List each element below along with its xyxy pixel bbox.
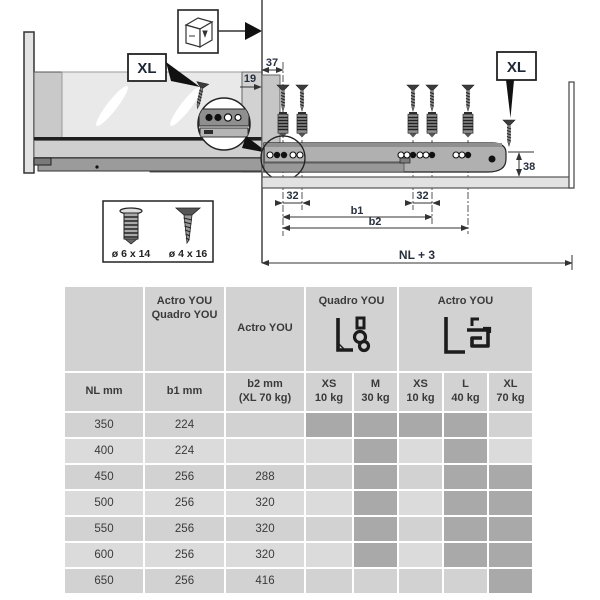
col-header-b1 [145, 373, 224, 411]
cell-b2 [226, 439, 304, 463]
header-combo [145, 287, 224, 371]
arrow-right-icon [245, 22, 262, 40]
cell-nl: 350 [65, 413, 143, 437]
cell-b2 [226, 413, 304, 437]
dim-32-left: 32 [286, 190, 299, 202]
dim-38: 38 [523, 161, 536, 173]
availability-cell [354, 543, 397, 567]
euro-screw-label: ø 6 x 14 [111, 248, 151, 260]
euro-screw-icon [408, 112, 418, 138]
cell-b1: 256 [145, 491, 224, 515]
col-label: XS [321, 378, 337, 391]
availability-cell [399, 517, 442, 541]
availability-cell [354, 439, 397, 463]
xl-callout-right [497, 52, 536, 146]
availability-cell [306, 491, 352, 515]
screw-legend [103, 201, 213, 262]
euro-screw-icon [278, 112, 288, 138]
cabinet-runner [261, 136, 506, 180]
screw-icon [503, 120, 515, 146]
availability-cell [444, 543, 487, 567]
cell-nl: 500 [65, 491, 143, 515]
cell-b2: 416 [226, 569, 304, 593]
col-header-l [444, 373, 487, 411]
availability-cell [489, 413, 532, 437]
availability-cell [306, 569, 352, 593]
drawer-runner [38, 158, 268, 171]
cabinet-back-panel [569, 82, 574, 188]
dimension-table [65, 287, 532, 593]
availability-cell [444, 569, 487, 593]
availability-cell [306, 517, 352, 541]
availability-cell [306, 413, 352, 437]
cell-nl: 550 [65, 517, 143, 541]
availability-cell [444, 465, 487, 489]
availability-cell [444, 491, 487, 515]
availability-cell [489, 439, 532, 463]
col-header-b2 [226, 373, 304, 411]
availability-cell [399, 543, 442, 567]
availability-cell [489, 517, 532, 541]
availability-cell [399, 465, 442, 489]
availability-cell [489, 465, 532, 489]
header-actro [226, 287, 304, 371]
cabinet-pictogram [178, 10, 262, 53]
screw-icon [462, 85, 474, 111]
dim-b1: b1 [350, 205, 364, 217]
col-header-m [354, 373, 397, 411]
cell-nl: 650 [65, 569, 143, 593]
cell-b1: 224 [145, 413, 224, 437]
col-label: M [370, 378, 381, 391]
availability-cell [354, 491, 397, 515]
cell-b1: 256 [145, 517, 224, 541]
mounting-screws [277, 85, 474, 138]
col-label: XL [503, 378, 518, 391]
cell-b2: 320 [226, 491, 304, 515]
header-quadro-you [306, 287, 397, 371]
availability-cell [354, 517, 397, 541]
col-header-xl [489, 373, 532, 411]
availability-cell [306, 439, 352, 463]
col-label: b1 mm [166, 385, 203, 398]
col-label: b2 mm [247, 378, 283, 391]
col-sublabel: 40 kg [451, 392, 480, 404]
quadro-you-profile-icon [329, 313, 375, 364]
availability-cell [354, 465, 397, 489]
col-sublabel: 70 kg [496, 392, 525, 404]
header-actro-you [399, 287, 532, 371]
cell-nl: 600 [65, 543, 143, 567]
cell-b1: 256 [145, 465, 224, 489]
dim-32-right: 32 [416, 190, 429, 202]
installation-diagram [0, 0, 600, 285]
cell-b2: 320 [226, 543, 304, 567]
callout-pointer [506, 80, 514, 118]
col-sublabel: 30 kg [361, 392, 390, 404]
header-actro-label: Actro YOU [237, 322, 293, 335]
euro-screw-icon [427, 112, 437, 138]
availability-cell [306, 465, 352, 489]
cell-b1: 256 [145, 543, 224, 567]
cabinet-bottom-panel [262, 177, 572, 188]
availability-cell [444, 413, 487, 437]
availability-cell [489, 491, 532, 515]
availability-cell [444, 439, 487, 463]
dim-19: 19 [243, 73, 257, 85]
dim-nl: NL + 3 [398, 248, 436, 262]
screw-icon [426, 85, 438, 111]
availability-cell [354, 569, 397, 593]
col-header-xs-actro [399, 373, 442, 411]
availability-cell [354, 413, 397, 437]
xl-label-left: XL [137, 60, 157, 77]
availability-cell [306, 543, 352, 567]
dim-b2: b2 [368, 216, 382, 228]
availability-cell [489, 543, 532, 567]
screw-icon [407, 85, 419, 111]
cell-nl: 400 [65, 439, 143, 463]
cell-b1: 224 [145, 439, 224, 463]
xl-label-right: XL [506, 59, 527, 76]
availability-cell [489, 569, 532, 593]
drawer-front-panel [24, 32, 34, 173]
availability-cell [399, 439, 442, 463]
cell-b2: 288 [226, 465, 304, 489]
actro-you-profile-icon [437, 313, 495, 364]
col-label: NL mm [85, 385, 123, 398]
availability-cell [399, 569, 442, 593]
header-actro-you-label: Actro YOU [437, 295, 494, 307]
col-header-xs-quadro [306, 373, 352, 411]
wood-screw-label: ø 4 x 16 [168, 248, 208, 260]
cell-nl: 450 [65, 465, 143, 489]
availability-cell [444, 517, 487, 541]
col-label: XS [413, 378, 428, 391]
cell-b2: 320 [226, 517, 304, 541]
col-sublabel: 10 kg [314, 392, 344, 404]
euro-screw-icon [297, 112, 307, 138]
runner-dot [95, 165, 98, 168]
header-combo-line1: Actro YOU [156, 295, 213, 307]
cell-b1: 256 [145, 569, 224, 593]
runner-front-clip [34, 158, 51, 165]
screw-icon [296, 85, 308, 111]
col-sublabel: (XL 70 kg) [238, 392, 292, 404]
col-label: L [462, 378, 469, 391]
header-empty [65, 287, 143, 371]
header-combo-line2: Quadro YOU [151, 308, 218, 321]
col-header-nl [65, 373, 143, 411]
euro-screw-icon [463, 112, 473, 138]
availability-cell [399, 491, 442, 515]
col-sublabel: 10 kg [406, 392, 435, 404]
availability-cell [399, 413, 442, 437]
dim-37: 37 [265, 57, 279, 69]
header-quadro-you-label: Quadro YOU [318, 295, 385, 307]
